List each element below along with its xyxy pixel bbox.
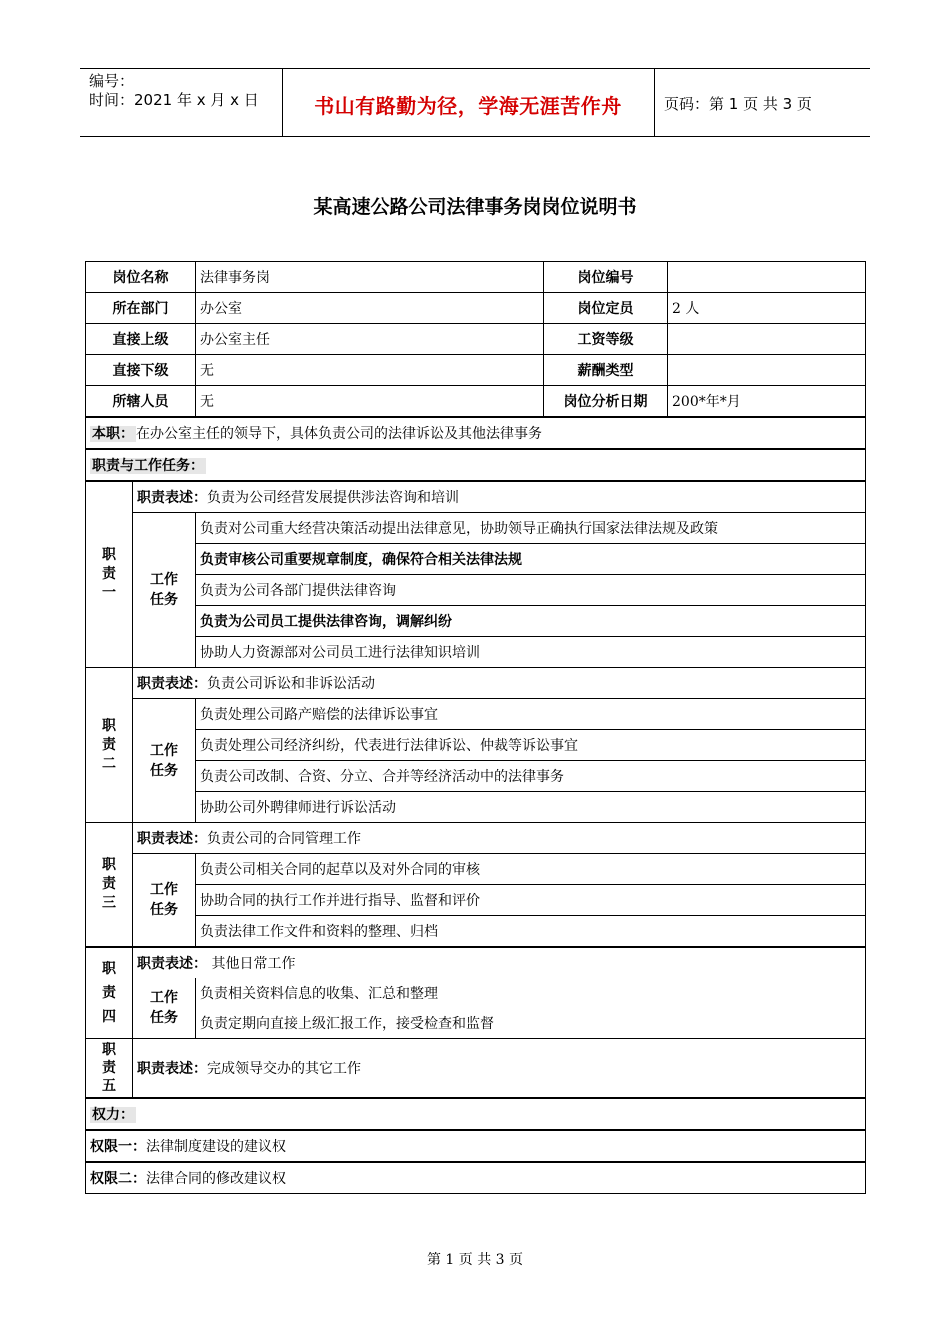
- authority-row: [86, 1130, 866, 1162]
- duty-label: 职 责 一: [86, 481, 133, 668]
- duties-header-row: [86, 449, 866, 481]
- duties-header: 职责与工作任务：: [92, 458, 204, 474]
- work-task-label: 工作 任务: [133, 699, 196, 823]
- task-row: [86, 699, 866, 730]
- info-value: [668, 324, 866, 355]
- info-label: 所辖人员: [86, 386, 196, 418]
- task-row: [86, 854, 866, 885]
- task-row: [86, 761, 866, 792]
- duty-desc-row: [86, 1039, 866, 1099]
- info-value: 无: [196, 355, 544, 386]
- header-bottom-rule: [80, 136, 870, 137]
- task-item: 协助人力资源部对公司员工进行法律知识培训: [196, 637, 866, 668]
- authority-text: 法律制度建设的建议权: [146, 1139, 286, 1155]
- info-label: 直接上级: [86, 324, 196, 355]
- authority-header-row: [86, 1098, 866, 1130]
- info-value: [668, 355, 866, 386]
- duty-desc-label: 职责表述：: [137, 490, 207, 506]
- duty-desc: 负责为公司经营发展提供涉法咨询和培训: [207, 490, 459, 506]
- info-value: 无: [196, 386, 544, 418]
- work-task-label: 工作 任务: [133, 978, 196, 1039]
- task-item: 负责定期向直接上级汇报工作，接受检查和监督: [196, 1008, 866, 1039]
- info-row: [86, 355, 866, 386]
- work-task-label: 工作 任务: [133, 513, 196, 668]
- info-value: 办公室: [196, 293, 544, 324]
- info-value: 200*年*月: [668, 386, 866, 418]
- info-value: [668, 262, 866, 293]
- task-item: 负责相关资料信息的收集、汇总和整理: [196, 978, 866, 1008]
- task-row: [86, 1008, 866, 1039]
- job-description-table: [85, 261, 866, 1194]
- info-value: 法律事务岗: [196, 262, 544, 293]
- duty-desc-label: 职责表述：: [137, 956, 207, 972]
- duty-desc-label: 职责表述：: [137, 1061, 207, 1077]
- authority-header: 权力：: [92, 1107, 134, 1123]
- info-label: 岗位分析日期: [544, 386, 668, 418]
- task-row: [86, 544, 866, 575]
- duty-desc-label: 职责表述：: [137, 676, 207, 692]
- duty-desc: 负责公司诉讼和非诉讼活动: [207, 676, 375, 692]
- task-item: 负责处理公司路产赔偿的法律诉讼事宜: [196, 699, 866, 730]
- duty-label: 职 责 三: [86, 823, 133, 948]
- authority-row: [86, 1162, 866, 1194]
- task-item: 协助合同的执行工作并进行指导、监督和评价: [196, 885, 866, 916]
- task-row: [86, 606, 866, 637]
- info-label: 所在部门: [86, 293, 196, 324]
- info-row: [86, 262, 866, 293]
- info-label: 岗位名称: [86, 262, 196, 293]
- duty-desc-row: [86, 668, 866, 699]
- duty-desc: 其他日常工作: [211, 956, 296, 972]
- header-motto: 书山有路勤为径，学海无涯苦作舟: [314, 94, 622, 118]
- duty-desc: 负责公司的合同管理工作: [207, 831, 361, 847]
- duty-label: 职 责 五: [86, 1039, 133, 1099]
- info-value: 办公室主任: [196, 324, 544, 355]
- task-item: 负责为公司员工提供法律咨询，调解纠纷: [196, 606, 866, 637]
- duty-desc: 完成领导交办的其它工作: [207, 1061, 361, 1077]
- task-row: [86, 575, 866, 606]
- task-item: 协助公司外聘律师进行诉讼活动: [196, 792, 866, 823]
- task-item: 负责处理公司经济纠纷，代表进行法律诉讼、仲裁等诉讼事宜: [196, 730, 866, 761]
- task-item: 负责对公司重大经营决策活动提出法律意见，协助领导正确执行国家法律法规及政策: [196, 513, 866, 544]
- duty-label: 职 责 四: [86, 947, 133, 1039]
- info-row: [86, 293, 866, 324]
- task-row: [86, 730, 866, 761]
- info-label: 工资等级: [544, 324, 668, 355]
- header-page-info: 页码：第 1 页 共 3 页: [664, 95, 812, 113]
- info-row: [86, 324, 866, 355]
- duty-desc-row: [86, 481, 866, 513]
- header-time: 时间：2021 年 x 月 x 日: [89, 91, 259, 109]
- header-number: 编号：: [89, 72, 135, 90]
- duty-desc-row: [86, 823, 866, 854]
- page-footer: 第 1 页 共 3 页: [426, 1252, 524, 1268]
- info-row: [86, 386, 866, 418]
- duty-label: 职 责 二: [86, 668, 133, 823]
- task-item: 负责为公司各部门提供法律咨询: [196, 575, 866, 606]
- info-label: 薪酬类型: [544, 355, 668, 386]
- task-row: [86, 792, 866, 823]
- task-row: [86, 885, 866, 916]
- duty-desc-row: [86, 947, 866, 978]
- summary-text: 在办公室主任的领导下，具体负责公司的法律诉讼及其他法律事务: [136, 426, 542, 442]
- task-row: [86, 978, 866, 1008]
- task-row: [86, 916, 866, 948]
- task-row: [86, 637, 866, 668]
- authority-label: 权限一：: [90, 1139, 146, 1155]
- task-item: 负责审核公司重要规章制度，确保符合相关法律法规: [196, 544, 866, 575]
- header-top-rule: [80, 68, 870, 69]
- info-value: 2 人: [668, 293, 866, 324]
- summary-label: 本职：: [92, 426, 134, 442]
- info-label: 岗位定员: [544, 293, 668, 324]
- work-task-label: 工作 任务: [133, 854, 196, 948]
- header-divider-right: [654, 68, 655, 136]
- task-item: 负责法律工作文件和资料的整理、归档: [196, 916, 866, 948]
- page-title: 某高速公路公司法律事务岗岗位说明书: [313, 196, 637, 218]
- task-item: 负责公司改制、合资、分立、合并等经济活动中的法律事务: [196, 761, 866, 792]
- info-label: 岗位编号: [544, 262, 668, 293]
- authority-text: 法律合同的修改建议权: [146, 1171, 286, 1187]
- task-row: [86, 513, 866, 544]
- duty-desc-label: 职责表述：: [137, 831, 207, 847]
- authority-label: 权限二：: [90, 1171, 146, 1187]
- task-item: 负责公司相关合同的起草以及对外合同的审核: [196, 854, 866, 885]
- summary-row: [86, 417, 866, 449]
- info-label: 直接下级: [86, 355, 196, 386]
